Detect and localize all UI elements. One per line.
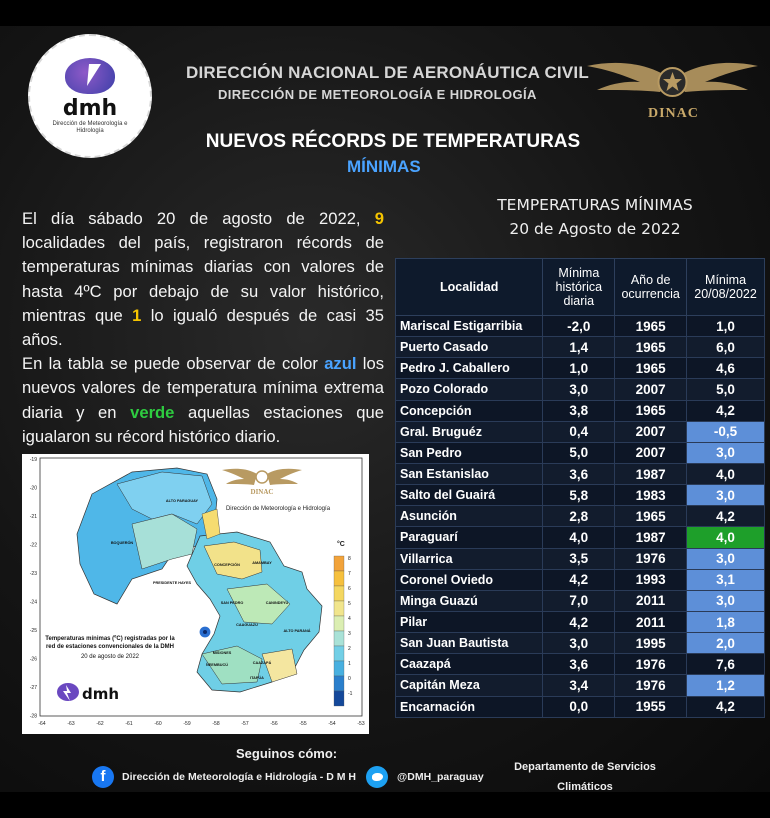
header-year: Año de ocurrencia xyxy=(615,259,687,316)
cell-historic-min: 5,8 xyxy=(543,485,615,506)
cell-historic-min: 3,5 xyxy=(543,548,615,569)
facebook-icon[interactable]: f xyxy=(92,766,114,788)
map-x-tick: -64 xyxy=(38,721,46,727)
cell-historic-min: 0,0 xyxy=(543,696,615,717)
table-row xyxy=(396,463,765,484)
map-region-label: ÑEEMBUCÚ xyxy=(206,663,228,667)
table-row xyxy=(396,358,765,379)
table-row xyxy=(396,633,765,654)
cell-year: 1995 xyxy=(615,633,687,654)
cell-year: 1965 xyxy=(615,316,687,337)
cell-localidad: Salto del Guairá xyxy=(396,485,543,506)
map-region-label: CONCEPCIÓN xyxy=(214,563,240,567)
org-line-2: DIRECCIÓN DE METEOROLOGÍA E HIDROLOGÍA xyxy=(218,87,537,102)
table-row xyxy=(396,442,765,463)
cell-localidad: Minga Guazú xyxy=(396,590,543,611)
cell-historic-min: -2,0 xyxy=(543,316,615,337)
cell-min-today: 1,8 xyxy=(687,611,765,632)
cell-localidad: Paraguarí xyxy=(396,527,543,548)
map-region-label: ITAPÚA xyxy=(250,676,264,680)
cell-min-today: 4,2 xyxy=(687,400,765,421)
cell-year: 1987 xyxy=(615,463,687,484)
poster xyxy=(0,26,770,792)
colorbar-tick: 6 xyxy=(348,586,351,592)
department-label xyxy=(505,757,665,792)
description-paragraph xyxy=(22,207,384,449)
logo-text: dmh xyxy=(62,95,118,121)
p1-text-b: localidades del país, registraron récords de temperaturas mínimas diarias con valores de hasta 4ºC por debajo de su valor histórico, mientras que xyxy=(22,233,384,325)
cell-localidad: Pedro J. Caballero xyxy=(396,358,543,379)
cell-historic-min: 7,0 xyxy=(543,590,615,611)
map-x-tick: -55 xyxy=(299,721,307,727)
colorbar-swatch xyxy=(334,586,344,601)
p2-text-a: En la tabla se puede observar de color xyxy=(22,354,325,374)
cell-historic-min: 4,2 xyxy=(543,569,615,590)
map-region-label: CAAZAPÁ xyxy=(252,661,272,665)
map-region-label: SAN PEDRO xyxy=(220,601,244,605)
colorbar-swatch xyxy=(334,556,344,571)
map-dinac-label: DINAC xyxy=(250,488,274,496)
green-word: verde xyxy=(130,402,175,422)
cell-year: 1987 xyxy=(615,527,687,548)
cell-year: 1965 xyxy=(615,337,687,358)
map-x-tick: -56 xyxy=(270,721,278,727)
table-row xyxy=(396,654,765,675)
table-row xyxy=(396,675,765,696)
cell-historic-min: 2,8 xyxy=(543,506,615,527)
cell-year: 2007 xyxy=(615,442,687,463)
cell-localidad: Pilar xyxy=(396,611,543,632)
colorbar-tick: 0 xyxy=(348,676,351,682)
cell-min-today: 1,0 xyxy=(687,316,765,337)
colorbar-tick: 1 xyxy=(348,661,351,667)
map-region-label: ALTO PARANÁ xyxy=(283,629,311,633)
cell-historic-min: 1,0 xyxy=(543,358,615,379)
colorbar-tick: 3 xyxy=(348,631,351,637)
record-count: 9 xyxy=(374,209,384,228)
dept-line-2: Climáticos xyxy=(557,781,613,792)
cell-localidad: Villarrica xyxy=(396,548,543,569)
cell-min-today: 6,0 xyxy=(687,337,765,358)
twitter-icon[interactable] xyxy=(366,766,388,788)
map-caption-3: 20 de agosto de 2022 xyxy=(80,654,140,660)
map-region-label: CANINDEYÚ xyxy=(265,601,289,605)
table-title: TEMPERATURAS MÍNIMAS xyxy=(497,196,693,214)
cell-historic-min: 3,0 xyxy=(543,633,615,654)
map-unit-label: °C xyxy=(337,541,345,548)
map-region-label: AMAMBAY xyxy=(252,561,272,565)
map-x-tick: -57 xyxy=(241,721,249,727)
twitter-link[interactable]: @DMH_paraguay xyxy=(397,771,484,783)
map-y-tick: -25 xyxy=(29,628,37,634)
colorbar-tick: 8 xyxy=(348,556,351,562)
map-y-tick: -26 xyxy=(29,656,37,663)
cell-min-today: 3,0 xyxy=(687,485,765,506)
colorbar-swatch xyxy=(334,676,344,691)
cell-year: 2007 xyxy=(615,379,687,400)
table-row xyxy=(396,506,765,527)
cell-min-today: 4,0 xyxy=(687,463,765,484)
colorbar-swatch xyxy=(334,571,344,586)
cell-min-today: 2,0 xyxy=(687,633,765,654)
cell-historic-min: 5,0 xyxy=(543,442,615,463)
table-row xyxy=(396,337,765,358)
map-y-tick: -19 xyxy=(29,457,37,463)
colorbar-swatch xyxy=(334,661,344,676)
cell-historic-min: 4,0 xyxy=(543,527,615,548)
map-y-tick: -24 xyxy=(29,599,37,606)
cell-min-today: 1,2 xyxy=(687,675,765,696)
blue-word: azul xyxy=(324,354,357,374)
map-x-tick: -63 xyxy=(67,721,75,727)
map-region-label: ALTO PARAGUAY xyxy=(165,499,199,503)
dinac-label: DINAC xyxy=(648,106,699,121)
cell-historic-min: 3,6 xyxy=(543,463,615,484)
colorbar-tick: 2 xyxy=(348,646,351,652)
dept-line-1: Departamento de Servicios xyxy=(514,761,656,773)
dmh-lightning-cloud-icon xyxy=(65,58,115,94)
colorbar-tick: -1 xyxy=(348,691,353,697)
map-y-tick: -21 xyxy=(29,514,37,520)
p1-text-c: lo igualó después de casi 35 años. xyxy=(22,305,384,350)
map-svg xyxy=(22,454,369,734)
cell-localidad: Asunción xyxy=(396,506,543,527)
cell-min-today: 7,6 xyxy=(687,654,765,675)
map-region-label: CAAGUAZÚ xyxy=(236,623,258,627)
colorbar-swatch xyxy=(334,616,344,631)
cell-year: 1965 xyxy=(615,358,687,379)
colorbar-swatch xyxy=(334,601,344,616)
records-table xyxy=(395,258,765,718)
cell-year: 1976 xyxy=(615,654,687,675)
map-x-tick: -54 xyxy=(328,721,336,727)
header-localidad: Localidad xyxy=(396,259,543,316)
colorbar-tick: 4 xyxy=(348,616,351,622)
map-x-tick: -62 xyxy=(96,721,104,727)
map-org-label: Dirección de Meteorología e Hidrología xyxy=(225,506,331,512)
cell-historic-min: 0,4 xyxy=(543,421,615,442)
map-x-tick: -61 xyxy=(125,721,133,727)
colorbar-tick: 5 xyxy=(348,601,351,607)
org-line-1: DIRECCIÓN NACIONAL DE AERONÁUTICA CIVIL xyxy=(186,63,589,82)
cell-min-today: 3,0 xyxy=(687,590,765,611)
table-row xyxy=(396,590,765,611)
table-row xyxy=(396,569,765,590)
cell-year: 1965 xyxy=(615,400,687,421)
cell-historic-min: 3,0 xyxy=(543,379,615,400)
p2-text-c: aquellas estaciones que igualaron su récord histórico diario. xyxy=(22,402,384,446)
map-region-label: PRESIDENTE HAYES xyxy=(152,581,192,585)
cell-year: 1993 xyxy=(615,569,687,590)
table-row xyxy=(396,485,765,506)
table-row xyxy=(396,316,765,337)
cell-historic-min: 3,4 xyxy=(543,675,615,696)
main-subtitle: MÍNIMAS xyxy=(347,157,421,176)
p2-text-b: los nuevos valores de temperatura mínima extrema diaria y en xyxy=(22,354,384,422)
cell-year: 1976 xyxy=(615,675,687,696)
map-x-tick: -60 xyxy=(154,721,162,727)
cell-historic-min: 1,4 xyxy=(543,337,615,358)
follow-label: Seguinos cómo: xyxy=(236,746,338,761)
main-title: NUEVOS RÉCORDS DE TEMPERATURAS xyxy=(205,131,581,152)
cell-localidad: San Estanislao xyxy=(396,463,543,484)
logo-subtitle: Dirección de Meteorología e Hidrología xyxy=(52,120,128,134)
cell-year: 2011 xyxy=(615,590,687,611)
cell-historic-min: 3,8 xyxy=(543,400,615,421)
cell-localidad: Mariscal Estigarribia xyxy=(396,316,543,337)
colorbar-tick: 7 xyxy=(348,571,351,577)
cell-year: 2011 xyxy=(615,611,687,632)
cell-historic-min: 3,6 xyxy=(543,654,615,675)
cell-year: 1965 xyxy=(615,506,687,527)
colorbar-swatch xyxy=(334,691,344,706)
cell-min-today: 3,0 xyxy=(687,548,765,569)
facebook-link[interactable]: Dirección de Meteorología e Hidrología - D M H xyxy=(122,771,356,783)
p1-text-a: El día sábado 20 de agosto de 2022, xyxy=(22,209,375,228)
table-row xyxy=(396,696,765,717)
map-region-label: BOQUERÓN xyxy=(110,541,134,545)
cell-localidad: Gral. Bruguéz xyxy=(396,421,543,442)
cell-year: 2007 xyxy=(615,421,687,442)
map-y-tick: -20 xyxy=(29,485,37,492)
cell-localidad: Puerto Casado xyxy=(396,337,543,358)
cell-min-today: 3,1 xyxy=(687,569,765,590)
table-row xyxy=(396,548,765,569)
cell-min-today: 4,2 xyxy=(687,696,765,717)
temperature-map xyxy=(22,454,369,734)
cell-min-today: -0,5 xyxy=(687,421,765,442)
map-x-tick: -58 xyxy=(212,721,220,727)
cell-localidad: Encarnación xyxy=(396,696,543,717)
table-row xyxy=(396,527,765,548)
table-date: 20 de Agosto de 2022 xyxy=(509,220,681,238)
map-caption-2: red de estaciones convencionales de la DMH xyxy=(45,644,175,650)
map-y-tick: -23 xyxy=(29,571,37,577)
map-caption-1: Temperaturas mínimas (ºC) registradas por la xyxy=(45,636,175,642)
header-historic-min: Mínima histórica diaria xyxy=(543,259,615,316)
cell-historic-min: 4,2 xyxy=(543,611,615,632)
header-min-today: Mínima 20/08/2022 xyxy=(687,259,765,316)
cell-year: 1976 xyxy=(615,548,687,569)
table-row xyxy=(396,379,765,400)
map-region-label: MISIONES xyxy=(212,651,232,655)
cell-min-today: 5,0 xyxy=(687,379,765,400)
cell-min-today: 3,0 xyxy=(687,442,765,463)
table-row xyxy=(396,611,765,632)
table-row xyxy=(396,421,765,442)
paragraph-1 xyxy=(22,207,384,352)
map-x-tick: -59 xyxy=(183,721,191,727)
paragraph-2 xyxy=(22,352,384,449)
map-y-tick: -27 xyxy=(29,685,37,691)
equal-count: 1 xyxy=(132,305,142,325)
cell-year: 1955 xyxy=(615,696,687,717)
map-x-tick: -53 xyxy=(357,721,365,727)
table-row xyxy=(396,400,765,421)
map-logo-text: dmh xyxy=(82,685,120,703)
cell-localidad: Concepción xyxy=(396,400,543,421)
cell-min-today: 4,2 xyxy=(687,506,765,527)
cell-localidad: Pozo Colorado xyxy=(396,379,543,400)
cell-localidad: San Juan Bautista xyxy=(396,633,543,654)
cell-localidad: Coronel Oviedo xyxy=(396,569,543,590)
map-y-tick: -22 xyxy=(29,542,37,549)
cell-year: 1983 xyxy=(615,485,687,506)
cell-min-today: 4,0 xyxy=(687,527,765,548)
cell-localidad: Caazapá xyxy=(396,654,543,675)
cell-min-today: 4,6 xyxy=(687,358,765,379)
map-y-tick: -28 xyxy=(29,713,37,720)
colorbar-swatch xyxy=(334,631,344,646)
colorbar-swatch xyxy=(334,646,344,661)
cell-localidad: San Pedro xyxy=(396,442,543,463)
table-header-row xyxy=(396,259,765,316)
cell-localidad: Capitán Meza xyxy=(396,675,543,696)
